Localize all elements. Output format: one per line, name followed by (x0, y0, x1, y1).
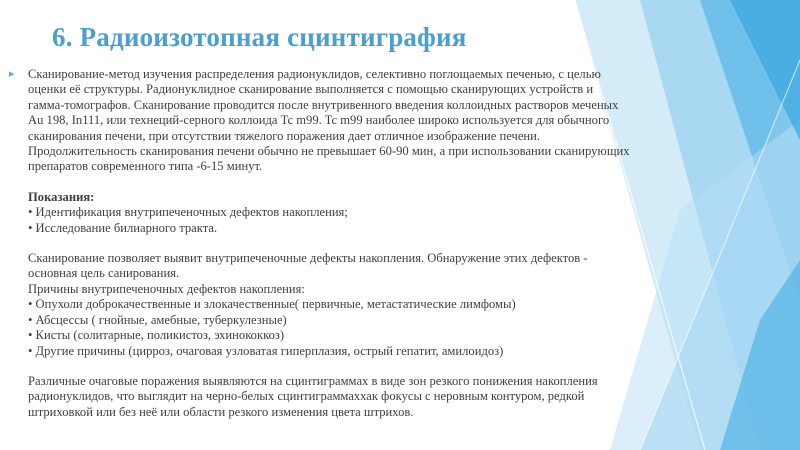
list-item: • Кисты (солитарные, поликистоз, эхинококкоз) (28, 328, 285, 343)
list-item: • Идентификация внутрипеченочных дефектов накопления; (28, 205, 348, 220)
text-line: Продолжительность сканирования печени обычно не превышает 60-90 мин, а при использовании сканирующих (28, 144, 630, 159)
text-line: штриховкой или без неё или области резкого изменения цвета штрихов. (28, 404, 414, 419)
text-line: оценки её структуры. Радионуклидное сканирование выполняется с помощью сканирующих устройств и (28, 82, 594, 97)
arrow-bullet-icon: ▸ (9, 68, 15, 80)
text-line: сканирования печени, при отсутствии тяжелого поражения дает отличное изображение печени. (28, 128, 541, 143)
slide-body (28, 67, 678, 420)
text-line: препаратов современного типа -6-15 минут. (28, 159, 263, 174)
list-item: • Абсцессы ( гнойные, амебные, туберкулезные) (28, 312, 287, 327)
text-line: Различные очаговые поражения выявляются на сцинтиграммах в виде зон резкого понижения накопления (28, 373, 598, 388)
list-item: • Исследование билиарного тракта. (28, 220, 218, 235)
list-item: • Другие причины (цирроз, очаговая узловатая гиперплазия, острый гепатит, амилоидоз) (28, 343, 504, 358)
slide-title: 6. Радиоизотопная сцинтиграфия (52, 22, 467, 52)
text-line: радионуклидов, что выглядит на черно-белых сцинтиграммаххак фокусы с неровным контуром, редкой (28, 389, 585, 404)
text-line: Au 198, In111, или технеций-серного коллоида Tc m99. Tc m99 наиболее широко используется для обычного (28, 113, 610, 128)
indications-heading: Показания: (28, 189, 95, 204)
intro-paragraph (28, 67, 678, 175)
text-line: основная цель санирования. (28, 266, 180, 281)
causes-heading: Причины внутрипеченочных дефектов накопления: (28, 281, 305, 296)
text-line: гамма-томографов. Сканирование проводится после внутривенного введения коллоидных растворов меченых (28, 97, 619, 112)
list-item: • Опухоли доброкачественные и злокачественные( первичные, метастатические лимфомы) (28, 297, 516, 312)
text-line: Сканирование-метод изучения распределения радионуклидов, селективно поглощаемых печенью, с целью (28, 67, 601, 81)
text-line: Сканирование позволяет выявит внутрипеченочные дефекты накопления. Обнаружение этих дефектов - (28, 251, 588, 266)
